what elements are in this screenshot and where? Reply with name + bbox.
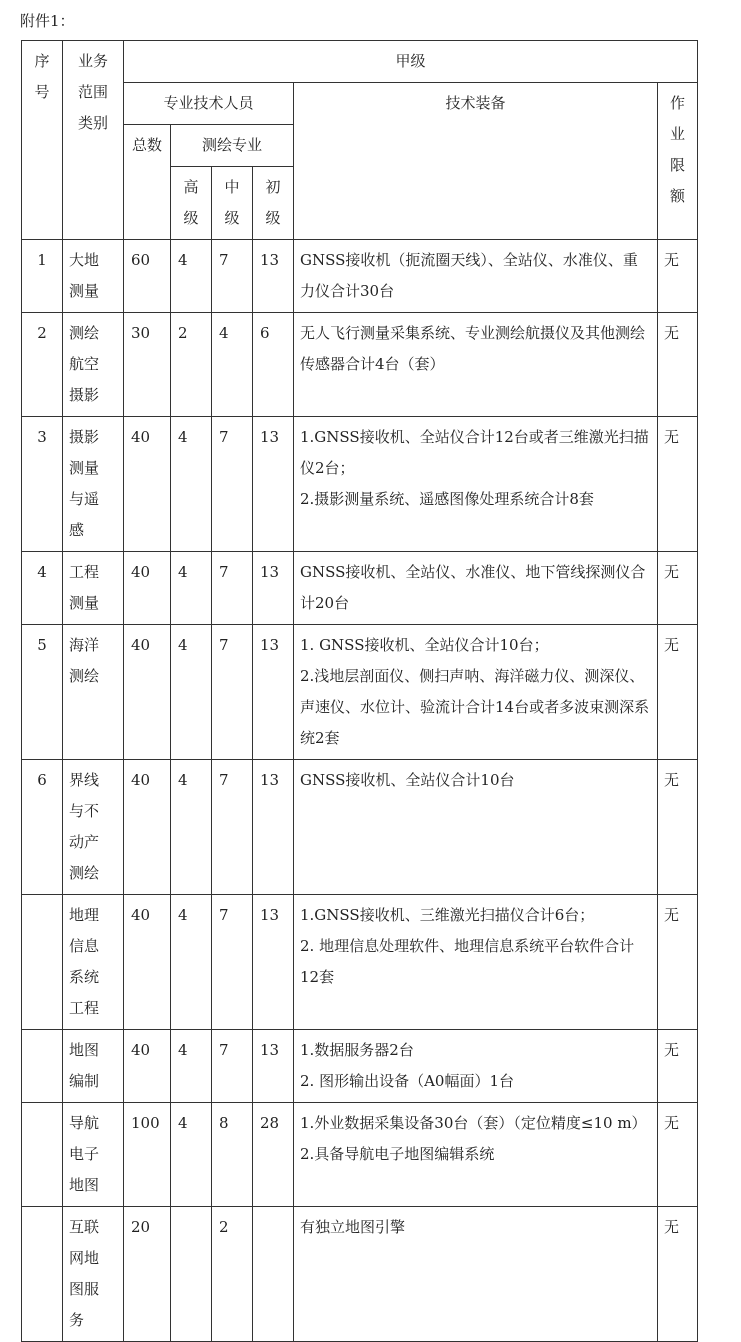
row-work-limit: 无: [658, 552, 698, 625]
equipment-line: 1. GNSS接收机、全站仪合计10台；: [300, 636, 549, 654]
row-middle: 7: [212, 1030, 253, 1103]
row-seq: [22, 1030, 63, 1103]
row-category-text: 界线与不动产测绘: [69, 771, 100, 882]
row-total: 100: [124, 1103, 171, 1207]
row-equipment: [294, 417, 658, 552]
header-equipment: 技术装备: [294, 83, 658, 240]
row-work-limit: 无: [658, 240, 698, 313]
header-row-1: [22, 41, 698, 83]
row-equipment: [294, 1207, 658, 1342]
row-category-text: 海洋测绘: [69, 636, 100, 685]
row-junior: 28: [253, 1103, 294, 1207]
row-work-limit: 无: [658, 760, 698, 895]
row-category: [63, 625, 124, 760]
row-equipment: [294, 240, 658, 313]
row-category: [63, 240, 124, 313]
row-seq: 1: [22, 240, 63, 313]
header-junior: 初级: [253, 167, 294, 240]
header-row-2: [22, 83, 698, 125]
row-junior: 13: [253, 1030, 294, 1103]
row-senior: 4: [171, 240, 212, 313]
row-category: [63, 1030, 124, 1103]
table-row: [22, 417, 698, 552]
row-total: 40: [124, 625, 171, 760]
row-category-text: 导航电子地图: [69, 1114, 100, 1194]
row-equipment: [294, 313, 658, 417]
row-category-text: 摄影测量与遥感: [69, 428, 100, 539]
table-row: [22, 313, 698, 417]
row-category: [63, 895, 124, 1030]
equipment-line: GNSS接收机、全站仪、水准仪、地下管线探测仪合计20台: [300, 563, 646, 612]
row-work-limit: 无: [658, 895, 698, 1030]
row-total: 60: [124, 240, 171, 313]
equipment-line: 1.外业数据采集设备30台（套）（定位精度≤10 m）: [300, 1114, 647, 1132]
equipment-line: 1.数据服务器2台: [300, 1041, 414, 1059]
equipment-line: 2. 地理信息处理软件、地理信息系统平台软件合计12套: [300, 937, 635, 986]
row-senior: 2: [171, 313, 212, 417]
row-senior: 4: [171, 1103, 212, 1207]
row-seq: [22, 1207, 63, 1342]
row-senior: 4: [171, 552, 212, 625]
row-equipment: [294, 1030, 658, 1103]
row-junior: [253, 1207, 294, 1342]
row-senior: 4: [171, 625, 212, 760]
header-total: 总数: [124, 125, 171, 240]
equipment-line: 2.具备导航电子地图编辑系统: [300, 1145, 495, 1163]
equipment-line: 2. 图形输出设备（A0幅面）1台: [300, 1072, 515, 1090]
row-seq: 3: [22, 417, 63, 552]
row-total: 30: [124, 313, 171, 417]
table-row: [22, 625, 698, 760]
row-seq: 6: [22, 760, 63, 895]
row-middle: 7: [212, 240, 253, 313]
equipment-line: 有独立地图引擎: [300, 1218, 406, 1236]
row-category-text: 地图编制: [69, 1041, 100, 1090]
row-category: [63, 313, 124, 417]
equipment-line: 无人飞行测量采集系统、专业测绘航摄仪及其他测绘传感器合计4台（套）: [300, 324, 646, 373]
row-total: 40: [124, 1030, 171, 1103]
row-middle: 7: [212, 552, 253, 625]
table-row: [22, 240, 698, 313]
row-category-text: 工程测量: [69, 563, 100, 612]
row-middle: 4: [212, 313, 253, 417]
header-middle: 中级: [212, 167, 253, 240]
row-junior: 13: [253, 417, 294, 552]
header-senior: 高级: [171, 167, 212, 240]
qualification-table: [21, 40, 698, 1342]
row-senior: 4: [171, 1030, 212, 1103]
row-middle: 7: [212, 760, 253, 895]
header-surveying-major: 测绘专业: [171, 125, 294, 167]
row-category-text: 地理信息系统工程: [69, 906, 100, 1017]
row-equipment: [294, 1103, 658, 1207]
row-junior: 13: [253, 625, 294, 760]
row-total: 40: [124, 552, 171, 625]
row-category: [63, 1103, 124, 1207]
row-equipment: [294, 625, 658, 760]
row-total: 20: [124, 1207, 171, 1342]
row-category: [63, 552, 124, 625]
row-category: [63, 417, 124, 552]
row-work-limit: 无: [658, 625, 698, 760]
row-senior: 4: [171, 417, 212, 552]
row-category-text: 测绘航空摄影: [69, 324, 100, 404]
table-row: [22, 1030, 698, 1103]
header-seq: 序号: [22, 41, 63, 240]
table-row: [22, 1103, 698, 1207]
table-row: [22, 552, 698, 625]
row-total: 40: [124, 895, 171, 1030]
row-equipment: [294, 895, 658, 1030]
equipment-line: 2.摄影测量系统、遥感图像处理系统合计8套: [300, 490, 594, 508]
row-middle: 2: [212, 1207, 253, 1342]
row-senior: [171, 1207, 212, 1342]
row-seq: 2: [22, 313, 63, 417]
row-seq: [22, 895, 63, 1030]
row-work-limit: 无: [658, 1207, 698, 1342]
row-junior: 13: [253, 760, 294, 895]
equipment-line: 1.GNSS接收机、全站仪合计12台或者三维激光扫描仪2台；: [300, 428, 649, 477]
row-seq: 5: [22, 625, 63, 760]
header-work-limit: 作业限额: [658, 83, 698, 240]
table-row: [22, 1207, 698, 1342]
equipment-line: 1.GNSS接收机、三维激光扫描仪合计6台；: [300, 906, 595, 924]
row-category-text: 互联网地图服务: [69, 1218, 100, 1329]
row-work-limit: 无: [658, 1030, 698, 1103]
row-junior: 13: [253, 552, 294, 625]
row-middle: 7: [212, 625, 253, 760]
header-category: 业务范围类别: [63, 41, 124, 240]
equipment-line: 2.浅地层剖面仪、侧扫声呐、海洋磁力仪、测深仪、声速仪、水位计、验流计合计14台或者多波束测深系统2套: [300, 667, 650, 747]
row-work-limit: 无: [658, 417, 698, 552]
row-category: [63, 760, 124, 895]
attachment-label: 附件1：: [20, 12, 75, 30]
row-junior: 13: [253, 895, 294, 1030]
row-equipment: [294, 552, 658, 625]
row-seq: 4: [22, 552, 63, 625]
row-category-text: 大地测量: [69, 251, 100, 300]
row-seq: [22, 1103, 63, 1207]
row-middle: 7: [212, 895, 253, 1030]
table-row: [22, 895, 698, 1030]
table-row: [22, 760, 698, 895]
row-middle: 7: [212, 417, 253, 552]
row-work-limit: 无: [658, 1103, 698, 1207]
row-junior: 13: [253, 240, 294, 313]
row-middle: 8: [212, 1103, 253, 1207]
row-total: 40: [124, 760, 171, 895]
row-category: [63, 1207, 124, 1342]
row-senior: 4: [171, 760, 212, 895]
row-total: 40: [124, 417, 171, 552]
row-senior: 4: [171, 895, 212, 1030]
equipment-line: GNSS接收机（扼流圈天线）、全站仪、水准仪、重力仪合计30台: [300, 251, 638, 300]
header-grade: 甲级: [124, 41, 698, 83]
header-staff: 专业技术人员: [124, 83, 294, 125]
equipment-line: GNSS接收机、全站仪合计10台: [300, 771, 515, 789]
row-work-limit: 无: [658, 313, 698, 417]
row-equipment: [294, 760, 658, 895]
row-junior: 6: [253, 313, 294, 417]
